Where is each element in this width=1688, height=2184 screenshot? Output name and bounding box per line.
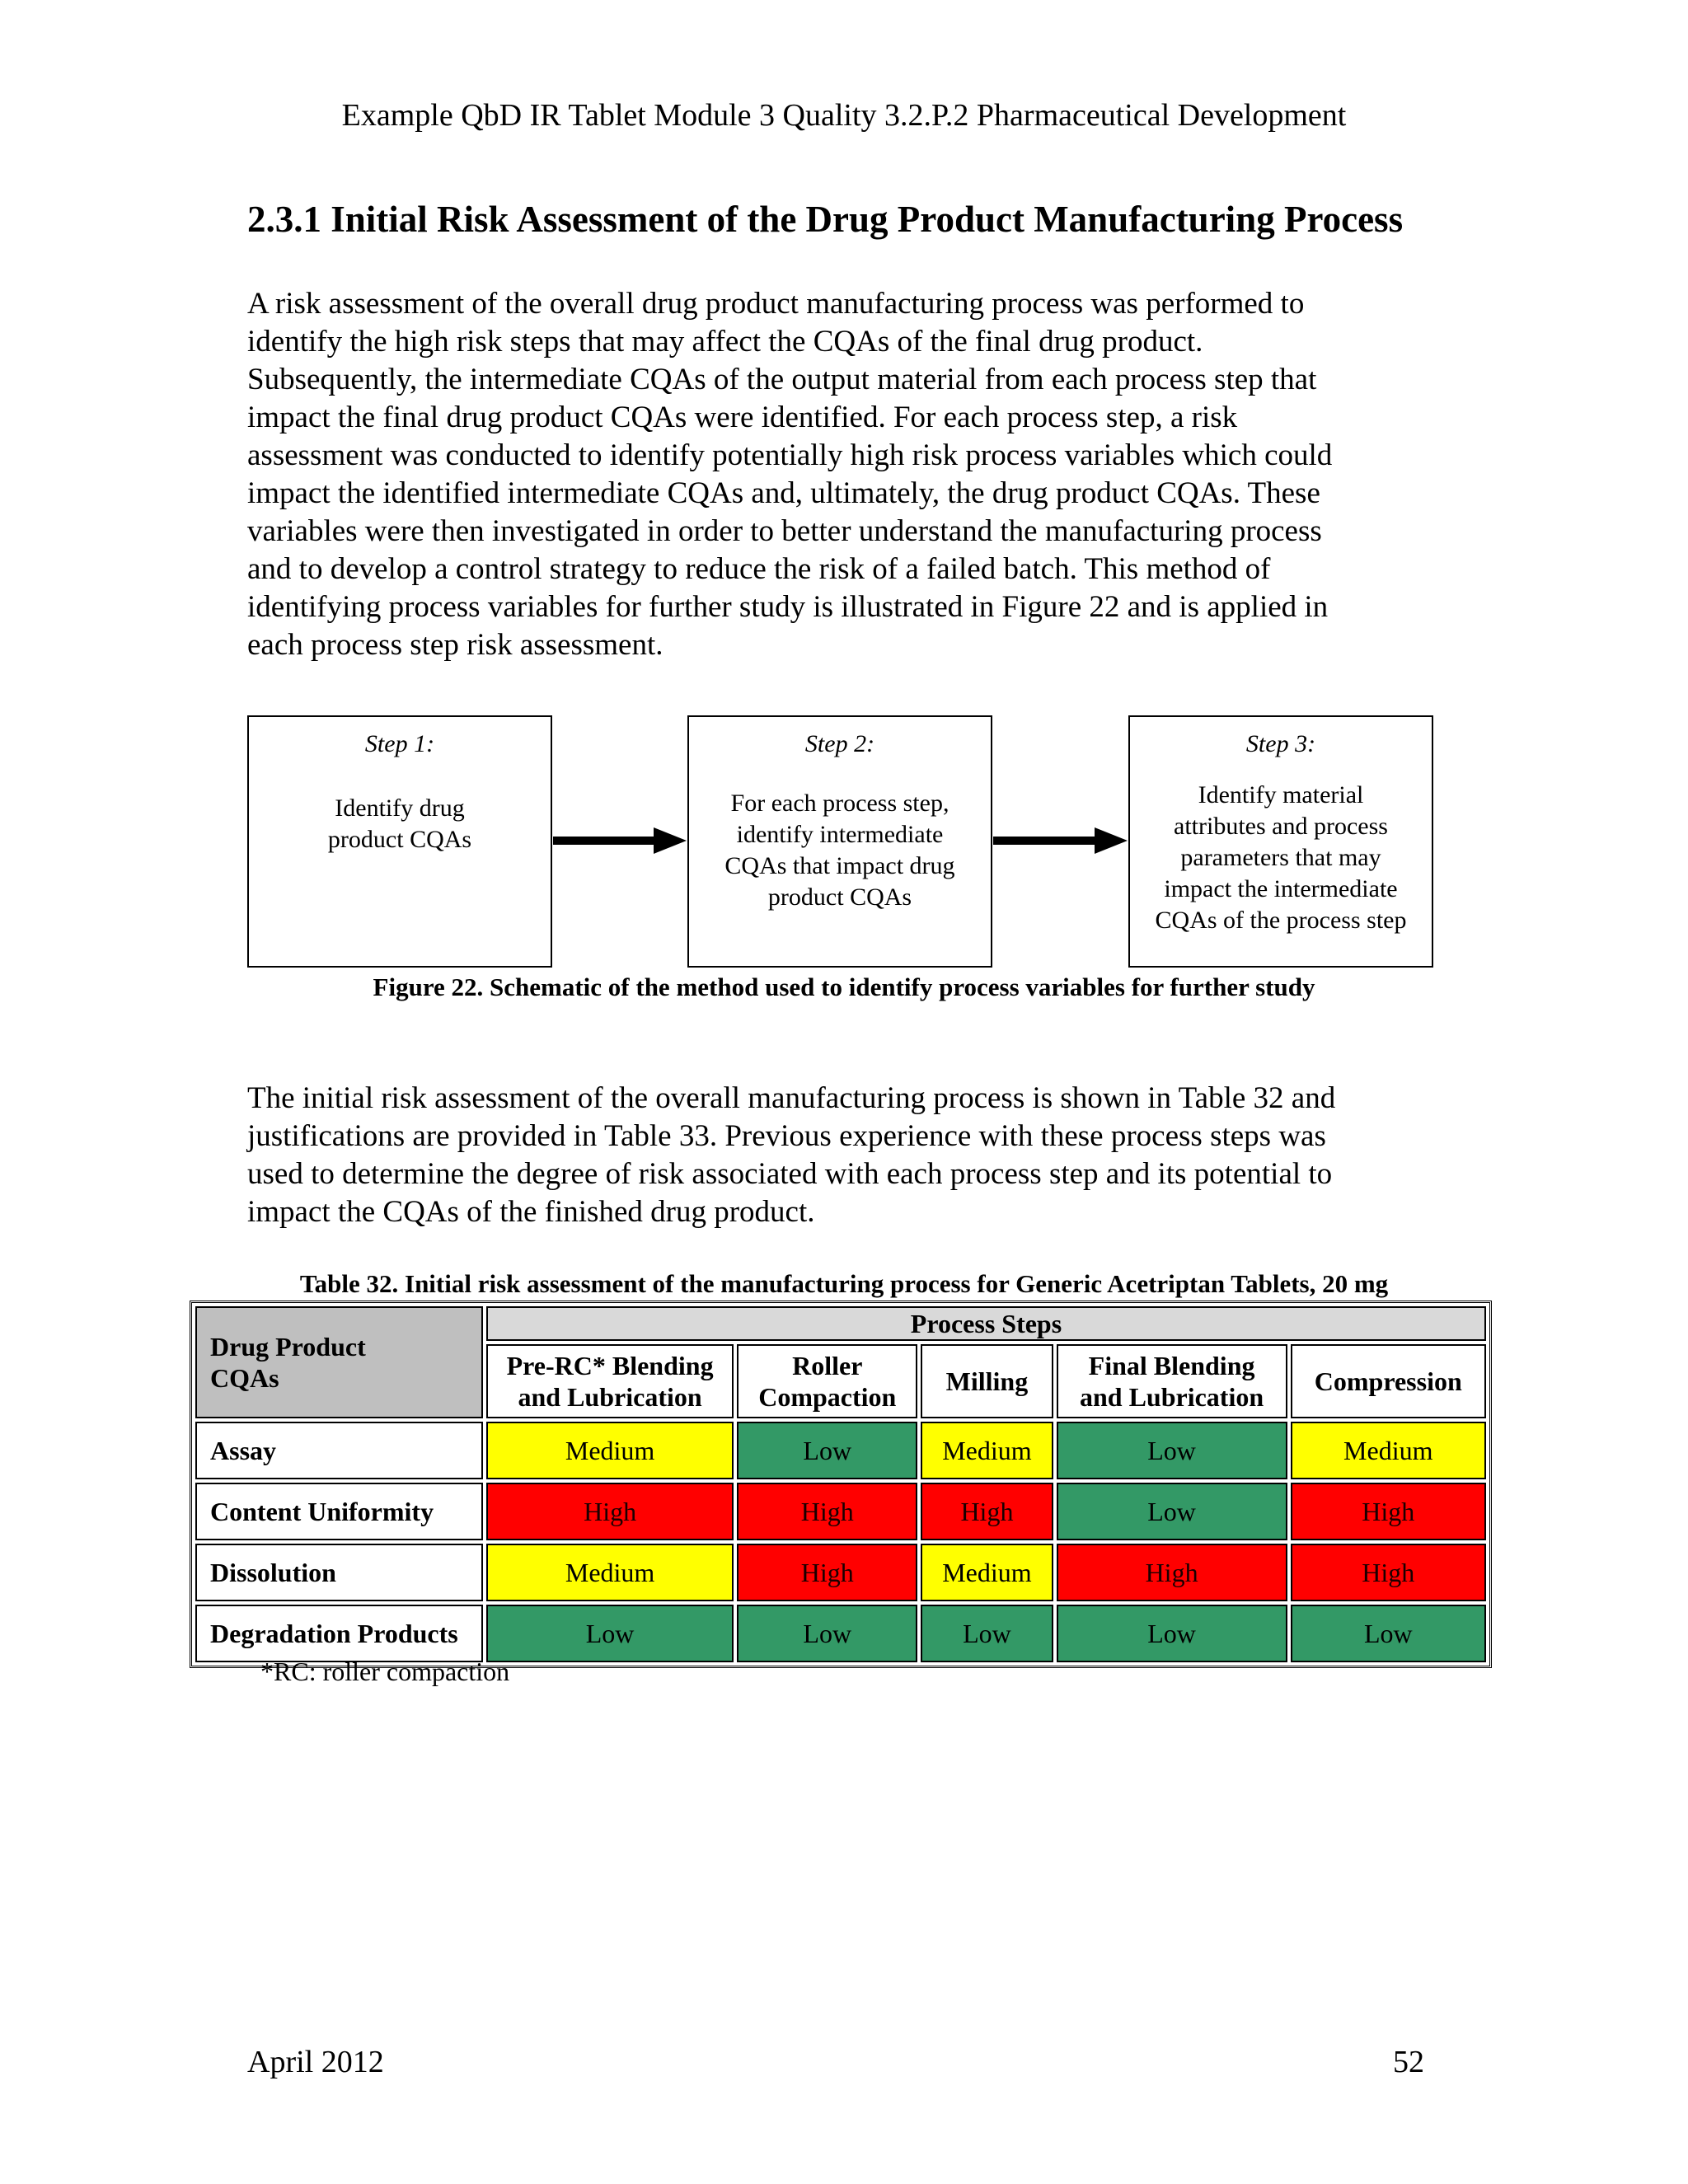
row-header: Content Uniformity bbox=[195, 1483, 483, 1540]
step-text-line: attributes and process bbox=[1174, 813, 1388, 840]
paragraph-line: and to develop a control strategy to reduce the risk of a failed batch. This method of bbox=[247, 552, 1271, 586]
risk-cell: Medium bbox=[1291, 1422, 1486, 1479]
paragraph-line: identifying process variables for further study is illustrated in Figure 22 and is applied in bbox=[247, 590, 1329, 624]
column-header bbox=[486, 1344, 734, 1418]
section-title: 2.3.1 Initial Risk Assessment of the Drug Product Manufacturing Process bbox=[247, 199, 1404, 240]
table-footnote: *RC: roller compaction bbox=[260, 1657, 510, 1686]
step-1-box bbox=[247, 715, 552, 968]
risk-cell: High bbox=[737, 1483, 917, 1540]
table-row bbox=[195, 1544, 1486, 1601]
row-header: Degradation Products bbox=[195, 1605, 483, 1662]
risk-cell: High bbox=[486, 1483, 734, 1540]
paragraph-line: variables were then investigated in order to better understand the manufacturing process bbox=[247, 514, 1322, 548]
risk-cell: High bbox=[1291, 1483, 1486, 1540]
column-header bbox=[1057, 1344, 1287, 1418]
page-number: 52 bbox=[1393, 2045, 1424, 2079]
paragraph-line: each process step risk assessment. bbox=[247, 628, 663, 662]
corner-header bbox=[195, 1306, 483, 1418]
column-header-line: Compression bbox=[1314, 1366, 1462, 1396]
step-3-text bbox=[1130, 780, 1432, 936]
column-header-line: Compaction bbox=[758, 1382, 897, 1412]
column-header-line: Final Blending bbox=[1088, 1351, 1255, 1380]
risk-cell: High bbox=[1291, 1544, 1486, 1601]
column-header bbox=[921, 1344, 1053, 1418]
row-header: Dissolution bbox=[195, 1544, 483, 1601]
column-header bbox=[737, 1344, 917, 1418]
risk-cell: Medium bbox=[921, 1544, 1053, 1601]
column-header-line: Pre-RC* Blending bbox=[506, 1351, 714, 1380]
risk-cell: Low bbox=[1057, 1422, 1287, 1479]
column-header bbox=[1291, 1344, 1486, 1418]
step-3-title: Step 3: bbox=[1245, 730, 1316, 757]
table-caption: Table 32. Initial risk assessment of the manufacturing process for Generic Acetriptan Tablets, 20 mg bbox=[299, 1269, 1389, 1298]
step-1-text bbox=[249, 793, 551, 855]
risk-assessment-table bbox=[190, 1301, 1492, 1668]
paragraph-line: impact the CQAs of the finished drug product. bbox=[247, 1195, 815, 1229]
paragraph-line: The initial risk assessment of the overall manufacturing process is shown in Table 32 and bbox=[247, 1081, 1336, 1115]
step-text-line: For each process step, bbox=[730, 790, 950, 817]
table-row bbox=[195, 1422, 1486, 1479]
step-text-line: Identify material bbox=[1198, 781, 1364, 808]
paragraph-line: A risk assessment of the overall drug product manufacturing process was performed to bbox=[247, 287, 1305, 321]
step-text-line: parameters that may bbox=[1180, 844, 1381, 871]
row-header: Assay bbox=[195, 1422, 483, 1479]
risk-cell: High bbox=[921, 1483, 1053, 1540]
running-header: Example QbD IR Tablet Module 3 Quality 3.2.P.2 Pharmaceutical Development bbox=[341, 98, 1347, 133]
paragraph-line: Subsequently, the intermediate CQAs of the output material from each process step that bbox=[247, 363, 1317, 396]
figure-caption: Figure 22. Schematic of the method used to identify process variables for further study bbox=[373, 972, 1315, 1001]
column-header-line: Milling bbox=[945, 1366, 1029, 1396]
paragraph-line: impact the identified intermediate CQAs and, ultimately, the drug product CQAs. These bbox=[247, 476, 1320, 510]
step-text-line: CQAs that impact drug bbox=[724, 852, 955, 879]
paragraph-line: justifications are provided in Table 33. Previous experience with these process steps was bbox=[247, 1119, 1326, 1153]
paragraph-line: impact the final drug product CQAs were identified. For each process step, a risk bbox=[247, 401, 1238, 434]
risk-cell: Low bbox=[1291, 1605, 1486, 1662]
table-row bbox=[195, 1483, 1486, 1540]
right-arrow-icon bbox=[553, 826, 687, 855]
right-arrow-icon bbox=[993, 826, 1128, 855]
step-text-line: product CQAs bbox=[767, 883, 912, 911]
paragraph-line: used to determine the degree of risk associated with each process step and its potential to bbox=[247, 1157, 1333, 1191]
intro-paragraph bbox=[247, 285, 1451, 664]
column-header-line: and Lubrication bbox=[1079, 1382, 1264, 1412]
table-row bbox=[195, 1605, 1486, 1662]
footer-date: April 2012 bbox=[247, 2045, 384, 2079]
column-header-line: Roller bbox=[792, 1351, 863, 1380]
step-text-line: CQAs of the process step bbox=[1155, 907, 1407, 934]
risk-cell: Low bbox=[737, 1422, 917, 1479]
corner-label-line: CQAs bbox=[210, 1363, 279, 1393]
step-text-line: Identify drug bbox=[335, 794, 465, 822]
risk-cell: Low bbox=[486, 1605, 734, 1662]
risk-cell: Low bbox=[1057, 1605, 1287, 1662]
paragraph-line: assessment was conducted to identify potentially high risk process variables which could bbox=[247, 438, 1333, 472]
step-2-box bbox=[687, 715, 992, 968]
risk-cell: Medium bbox=[921, 1422, 1053, 1479]
process-steps-header: Process Steps bbox=[486, 1306, 1486, 1341]
risk-cell: High bbox=[1057, 1544, 1287, 1601]
column-header-line: and Lubrication bbox=[518, 1382, 702, 1412]
step-3-box bbox=[1128, 715, 1433, 968]
step-text-line: product CQAs bbox=[327, 826, 472, 853]
step-text-line: impact the intermediate bbox=[1164, 875, 1398, 902]
risk-cell: Medium bbox=[486, 1544, 734, 1601]
risk-cell: Medium bbox=[486, 1422, 734, 1479]
step-text-line: identify intermediate bbox=[736, 821, 944, 848]
paragraph-line: identify the high risk steps that may affect the CQAs of the final drug product. bbox=[247, 325, 1203, 359]
risk-cell: Low bbox=[921, 1605, 1053, 1662]
step-1-title: Step 1: bbox=[364, 730, 435, 757]
risk-paragraph bbox=[247, 1080, 1451, 1231]
risk-cell: Low bbox=[1057, 1483, 1287, 1540]
risk-cell: High bbox=[737, 1544, 917, 1601]
corner-label-line: Drug Product bbox=[210, 1332, 366, 1361]
step-2-text bbox=[689, 788, 991, 913]
step-2-title: Step 2: bbox=[804, 730, 875, 757]
risk-cell: Low bbox=[737, 1605, 917, 1662]
